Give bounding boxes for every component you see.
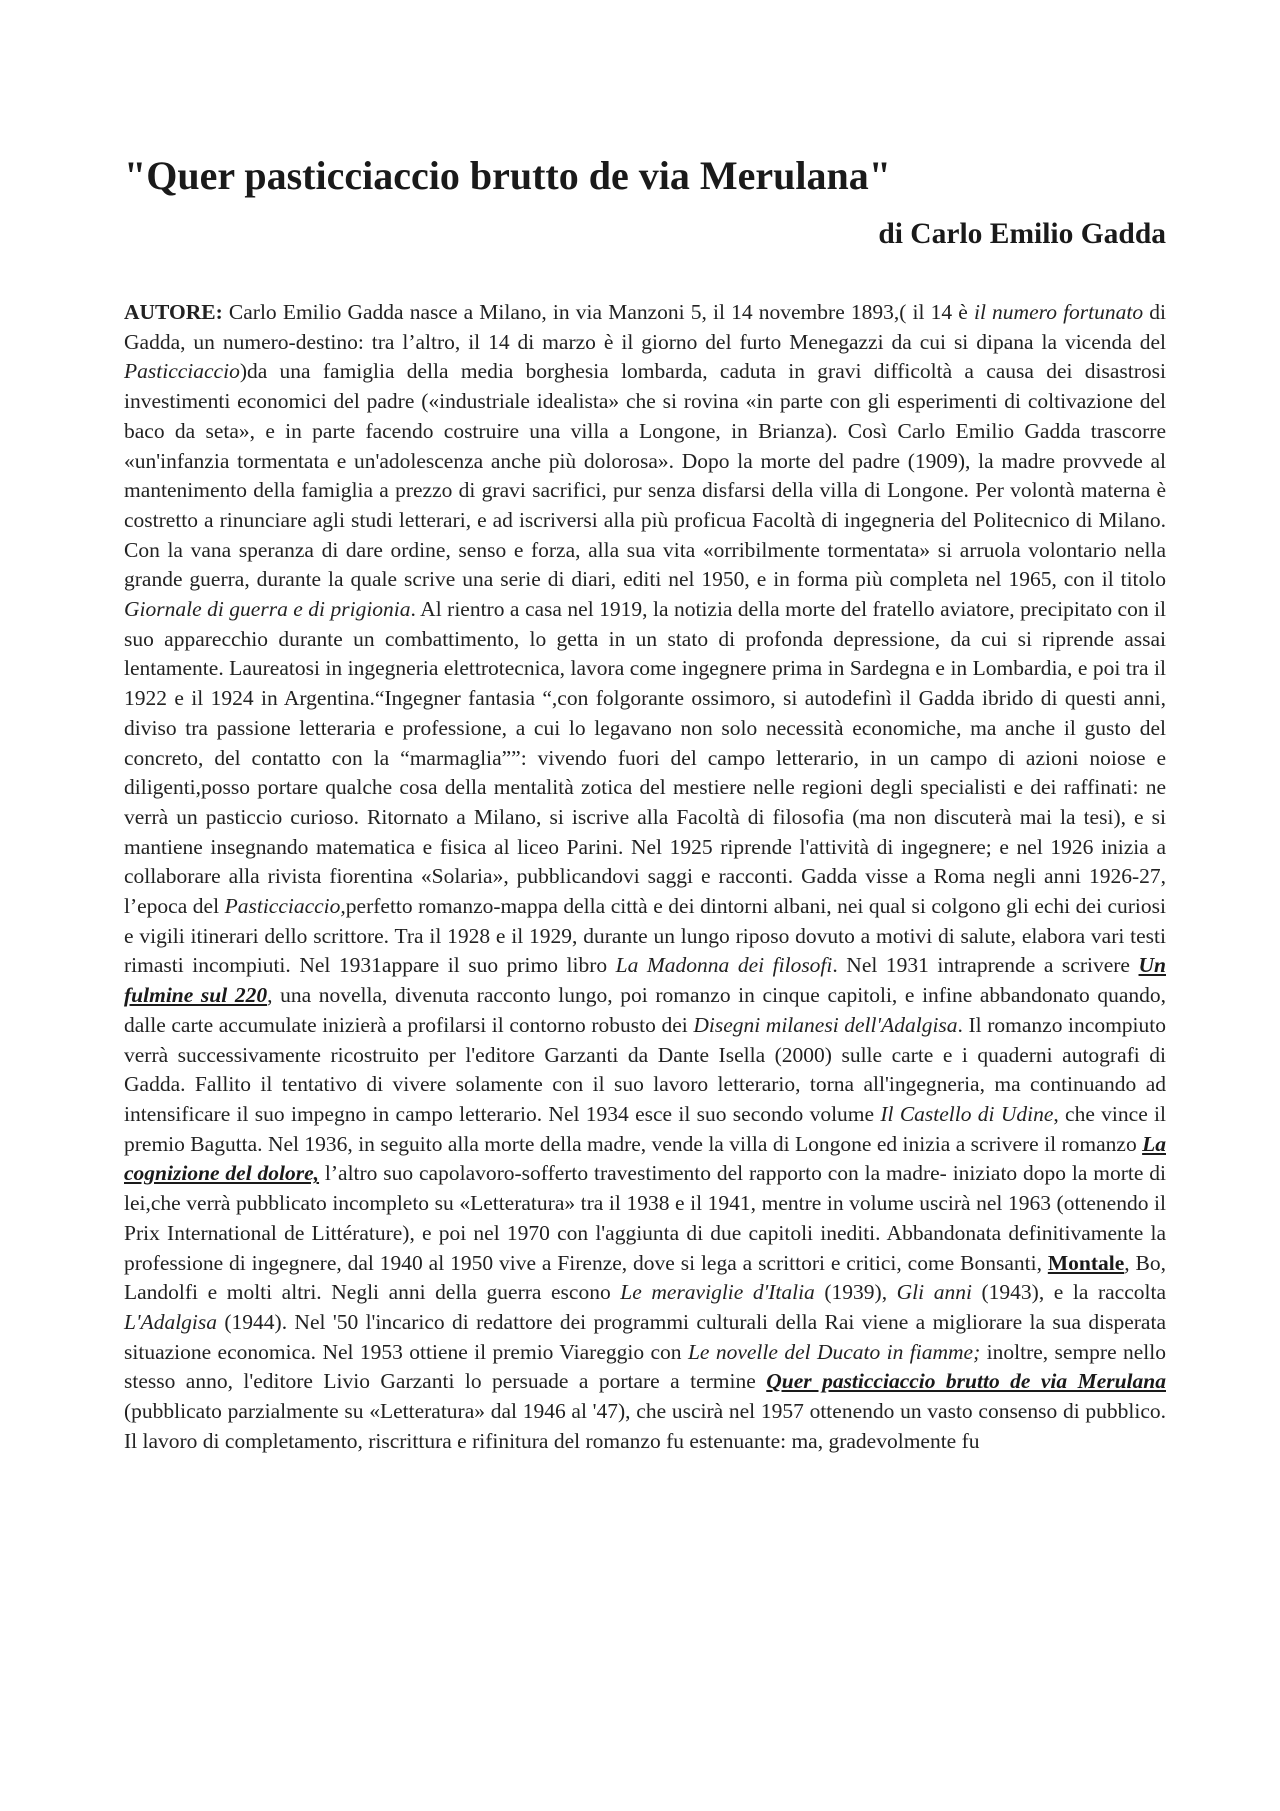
italic-title: Il Castello di Udine bbox=[880, 1101, 1054, 1126]
author-biography-paragraph bbox=[124, 298, 1166, 1456]
italic-title: Le meraviglie d'Italia bbox=[620, 1280, 815, 1305]
text-run: (1943), e la raccolta bbox=[971, 1280, 1167, 1305]
link-montale[interactable]: Montale bbox=[1047, 1250, 1125, 1275]
link-la-cognizione-del-dolore[interactable]: La cognizione del dolore, bbox=[124, 1131, 1166, 1186]
italic-title: Giornale di guerra e di prigionia bbox=[124, 597, 411, 622]
text-run: , una novella, divenuta racconto lungo, poi romanzo in cinque capitoli, e infine abbandonato quando, dalle carte accumulate inizierà a profilarsi il contorno robusto dei bbox=[124, 983, 1166, 1037]
text-run: . Il romanzo incompiuto verrà successivamente ricostruito per l'editore Garzanti da Dante Isella (2000) sulle carte e i quaderni autografi di Gadda. Fallito il tentativo di vivere solamente con il suo lavoro letterario, torna all'ingegneria, ma continuando ad intensificare il suo impegno in campo letterario. Nel 1934 esce il suo secondo volume bbox=[124, 1012, 1166, 1126]
author-line: di Carlo Emilio Gadda bbox=[878, 218, 1166, 250]
document-page bbox=[124, 150, 1166, 1456]
italic-title: Disegni milanesi dell'Adalgisa bbox=[693, 1012, 958, 1037]
text-run: , che vince il premio Bagutta. Nel 1936, in seguito alla morte della madre, vende la villa di Longone ed inizia a scrivere il romanzo bbox=[124, 1101, 1166, 1156]
text-run: di Gadda, un numero-destino: tra l’altro, il 14 di marzo è il giorno del furto Menegazzi da cui si dipana la vicenda del bbox=[124, 300, 1166, 354]
text-run: perfetto romanzo-mappa della città e dei dintorni albani, nei qual si colgono gli echi dei curiosi e vigili itinerari dello scrittore. Tra il 1928 e il 1929, durante un lungo riposo dovuto a motivi di salute, elabora vari testi rimasti incompiuti. Nel 1931appare il suo primo libro bbox=[124, 894, 1166, 978]
link-un-fulmine-sul-220[interactable]: Un fulmine sul 220 bbox=[124, 953, 1166, 1008]
italic-title: L'Adalgisa bbox=[124, 1309, 218, 1334]
italic-title: Pasticciaccio, bbox=[224, 894, 346, 919]
text-run: . Nel 1931 intraprende a scrivere bbox=[832, 953, 1139, 978]
text-run: . Al rientro a casa nel 1919, la notizia della morte del fratello aviatore, precipitato con il suo apparecchio durante un combattimento, lo getta in un stato di profonda depressione, da cui si riprende assai lentamente. Laureatosi in ingegneria elettrotecnica, lavora come ingegnere prima in Sardegna e in Lombardia, e poi tra il 1922 e il 1924 in Argentina.“Ingegner fantasia “,con folgorante ossimoro, si autodefinì il Gadda ibrido di questi anni, diviso tra passione letteraria e professione, a cui lo legavano non solo necessità economiche, ma anche il gusto del concreto, del contatto con la “marmaglia””: vivendo fuori del campo letterario, in un campo di azioni noiose e diligenti,posso portare qualche cosa della mentalità zotica del mestiere nelle regioni degli specialisti e dei raffinati: ne verrà un pasticcio curioso. Ritornato a Milano, si iscrive alla Facoltà di filosofia (ma non discuterà mai la tesi), e si mantiene insegnando matematica e fisica al liceo Parini. Nel 1925 riprende l'attività di ingegnere; e nel 1926 inizia a collaborare alla rivista fiorentina «Solaria», pubblicandovi saggi e racconti. Gadda visse a Roma negli anni 1926-27, l’epoca del bbox=[124, 597, 1166, 919]
text-run: )da una famiglia della media borghesia lombarda, caduta in gravi difficoltà a causa dei disastrosi investimenti economici del padre («industriale idealista» che si rovina «in parte con gli esperimenti di coltivazione del baco da seta», e in parte facendo costruire una villa a Longone, in Brianza). Così Carlo Emilio Gadda trascorre «un'infanzia tormentata e un'adolescenza anche più dolorosa». Dopo la morte del padre (1909), la madre provvede al mantenimento della famiglia a prezzo di gravi sacrifici, pur senza disfarsi della villa di Longone. Per volontà materna è costretto a rinunciare agli studi letterari, e ad iscriversi alla più proficua Facoltà di ingegneria del Politecnico di Milano. Con la vana speranza di dare ordine, senso e forza, alla sua vita «orribilmente tormentata» si arruola volontario nella grande guerra, durante la quale scrive una serie di diari, editi nel 1950, e in forma più completa nel 1965, con il titolo bbox=[124, 359, 1166, 592]
section-label: AUTORE: bbox=[124, 300, 223, 324]
italic-title: Le novelle del Ducato in fiamme; bbox=[687, 1339, 981, 1364]
text-run: l’altro suo capolavoro-sofferto travestimento del rapporto con la madre- iniziato dopo la morte di lei,che verrà pubblicato incompleto su «Letteratura» tra il 1938 e il 1941, mentre in volume uscirà nel 1963 (ottenendo il Prix International de Littérature), e poi nel 1970 con l'aggiunta di due capitoli inediti. Abbandonata definitivamente la professione di ingegnere, dal 1940 al 1950 vive a Firenze, dove si lega a scrittori e critici, come Bonsanti, bbox=[124, 1161, 1166, 1275]
italic-title: Gli anni bbox=[896, 1280, 972, 1305]
text-run: , Bo, Landolfi e molti altri. Negli anni della guerra escono bbox=[124, 1250, 1166, 1305]
text-run: (1944). Nel '50 l'incarico di redattore dei programmi culturali della Rai viene a migliorare la sua disperata situazione economica. Nel 1953 ottiene il premio Viareggio con bbox=[124, 1309, 1166, 1364]
text-run: Carlo Emilio Gadda nasce a Milano, in via Manzoni 5, il 14 novembre 1893,( il 14 è bbox=[222, 300, 974, 324]
italic-phrase: il numero fortunato bbox=[973, 300, 1144, 324]
link-quer-pasticciaccio[interactable]: Quer pasticciaccio brutto de via Merulana bbox=[766, 1369, 1166, 1394]
text-run: inoltre, sempre nello stesso anno, l'editore Livio Garzanti lo persuade a portare a termine bbox=[124, 1339, 1167, 1394]
italic-title: La Madonna dei filosofi bbox=[615, 953, 833, 978]
italic-title: Pasticciaccio bbox=[124, 359, 240, 384]
text-run: (1939), bbox=[814, 1280, 897, 1305]
text-run: (pubblicato parzialmente su «Letteratura» dal 1946 al '47), che uscirà nel 1957 ottenendo un vasto consenso di pubblico. Il lavoro di completamento, riscrittura e rifinitura del romanzo fu estenuante: ma, gradevolmente fu bbox=[124, 1399, 1166, 1453]
document-title: "Quer pasticciaccio brutto de via Merulana" bbox=[124, 153, 891, 198]
